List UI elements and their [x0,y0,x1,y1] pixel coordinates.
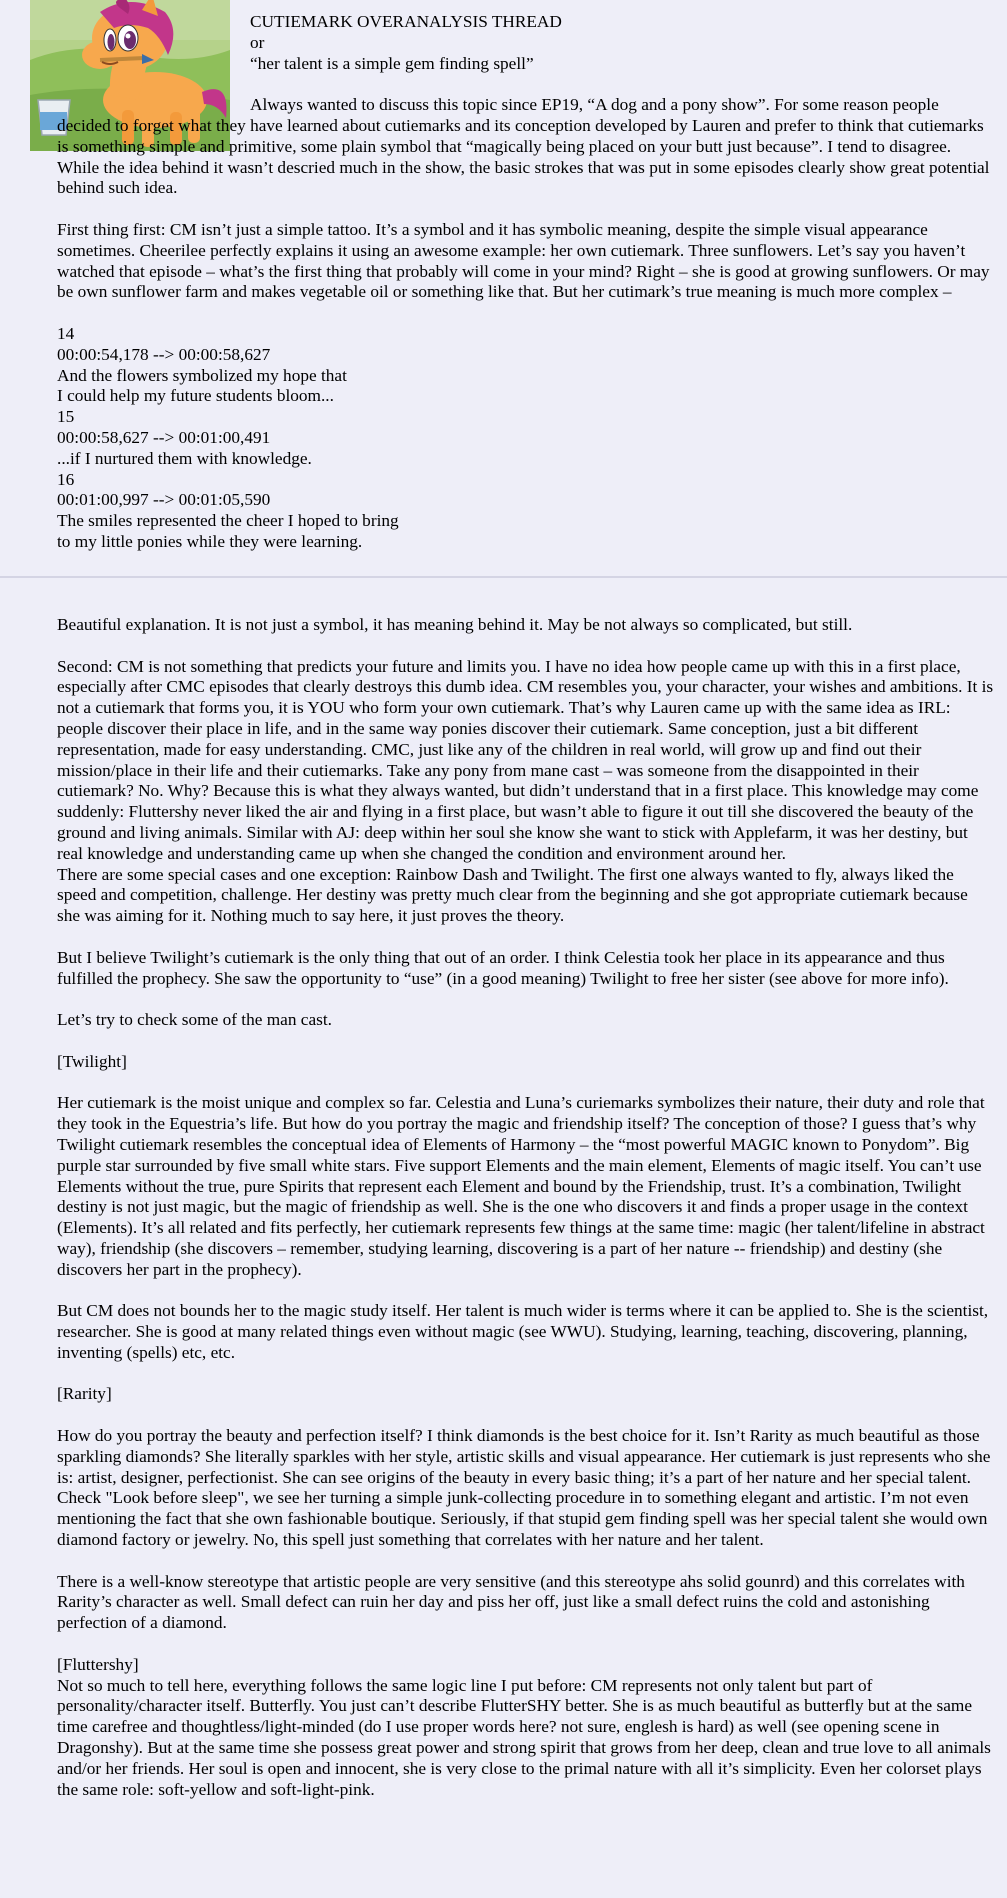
fluttershy-header: [Fluttershy] [57,1654,139,1674]
twilight-paragraph-2: But CM does not bounds her to the magic study itself. Her talent is much wider is terms where it can be applied to. She is the scientist, researcher. She is good at many related things even without magic (see WWU). Studying, learning, teaching, discovering, planning, inventing (spells) etc, etc. [57,1301,989,1362]
lets-try-paragraph: Let’s try to check some of the man cast. [57,1010,332,1030]
fluttershy-paragraph-1: Not so much to tell here, everything follows the same logic line I put before: CM represents not only talent but part of personality/character itself. Butterfly. You just can’t describe FlutterSHY better. She is as much beautiful as butterfly but at the same time carefree and thoughtless/light-minded (do I use proper words here? not sure, englesh is hard) as well (see opening scene in Dragonshy). But at the same time she possess great power and strong spirit that grows from her deep, clean and true love to all animals and/or her friends. Her soul is open and innocent, she is very close to the primal nature with all it’s simplicity. Even her colorset plays the same role: soft-yellow and soft-light-pink. [57,1675,991,1799]
second-point-paragraph: Second: CM is not something that predicts your future and limits you. I have no idea how people came up with this in a first place, especially after CMC episodes that clearly destroys this dumb idea. CM resembles you, your character, your wishes and ambitions. It is not a cutiemark that forms you, it is YOU who form your own cutiemark. That’s why Lauren came up with the same idea as IRL: people discover their place in life, and in the same way ponies discover their cutiemark. Same conception, just a bit different representation, made for easy understanding. CMC, just like any of the children in real world, will grow up and find out their mission/place in their life and their cutiemarks. Take any pony from mane cast – was someone from the disappointed in their cutiemark? No. Why? Because this is what they always wanted, but didn’t understand that in a first place. This knowledge may come suddenly: Fluttershy never liked the air and flying in a first place, but wasn’t able to figure it out till she discovered the beauty of the ground and living animals. Similar with AJ: deep within her soul she know she want to stick with Applefarm, it was her destiny, but real knowledge and understanding came up when she changed the condition and environment around her. [57,656,994,863]
subtitle-line: 14 [57,323,75,343]
subtitle-line: 00:01:00,997 --> 00:01:05,590 [57,490,271,510]
post-top-content [57,0,995,553]
intro-paragraph: Always wanted to discuss this topic since EP19, “A dog and a pony show”. For some reason people decided to forget what they have learned about cutiemarks and its conception developed by Lauren and prefer to think that cutiemarks is something simple and primitive, some plain symbol that “magically being placed on your butt just because”. I tend to disagree. While the idea behind it wasn’t descried much in the show, the basic strokes that was put in some episodes clearly show great potential behind such idea. [57,95,990,198]
subtitle-line: 16 [57,469,75,489]
twilight-paragraph-1: Her cutiemark is the moist unique and complex so far. Celestia and Luna’s curiemarks symbolizes their nature, their duty and role that they took in the Equestria’s life. But how do you portray the magic and friendship itself? The conception of those? I guess that’s why Twilight cutiemark resembles the conceptual idea of Elements of Harmony – the “most powerful MAGIC known to Ponydom”. Big purple star surrounded by five small white stars. Five support Elements and the main element, Elements of magic itself. You can’t use Elements without the true, pure Spirits that represent each Element and bound by the Friendship, trust. It’s a combination, Twilight destiny is not just magic, but the magic of friendship as well. She is the one who discovers it and finds a proper usage in the context (Elements). It’s all related and fits perfectly, her cutiemark represents few things at the same time: magic (her talent/lifeline in abstract way), friendship (she discovers – remember, studying learning, discovering is a part of her nature -- friendship) and destiny (she discovers her part in the prophecy). [57,1093,985,1279]
subtitle-line: 15 [57,407,75,427]
subtitle-line: ...if I nurtured them with knowledge. [57,448,312,468]
subtitle-line: The smiles represented the cheer I hoped to bring [57,511,399,531]
subtitle-line: to my little ponies while they were learning. [57,531,363,551]
subtitle-line: 00:00:58,627 --> 00:01:00,491 [57,427,271,447]
subtitle-line: And the flowers symbolized my hope that [57,365,347,385]
rarity-paragraph-1: How do you portray the beauty and perfection itself? I think diamonds is the best choice for it. Isn’t Rarity as much beautiful as those sparkling diamonds? She literally sparkles with her style, artistic skills and visual appearance. Her cutiemark is just represents who she is: artist, designer, perfectionist. She can see origins of the beauty in every basic thing; it’s a part of her nature and her special talent. Check "Look before sleep", we see her turning a simple junk-collecting procedure in to something elegant and artistic. I’m not even mentioning the fact that she own fashionable boutique. Seriously, if that stupid gem finding spell was her special talent she would own diamond factory or jewelry. No, this spell just something that correlates with her nature and her talent. [57,1426,991,1550]
thread-subtitle: “her talent is a simple gem finding spell” [250,53,534,73]
thread-or: or [250,32,265,52]
rarity-header: [Rarity] [57,1384,112,1404]
subtitle-line: 00:00:54,178 --> 00:00:58,627 [57,344,271,364]
twilight-intro-paragraph: But I believe Twilight’s cutiemark is the only thing that out of an order. I think Celestia took her place in its appearance and thus fulfilled the prophecy. She saw the opportunity to “use” (in a good meaning) Twilight to free her sister (see above for more info). [57,947,949,988]
post-bottom-content [57,615,995,1800]
twilight-header: [Twilight] [57,1051,127,1071]
first-point-paragraph: First thing first: CM isn’t just a simple tattoo. It’s a symbol and it has symbolic meaning, despite the simple visual appearance sometimes. Cheerilee perfectly explains it using an awesome example: her own cutiemark. Three sunflowers. Let’s say you haven’t watched that episode – what’s the first thing that probably will come in your mind? Right – she is good at growing sunflowers. Or may be own sunflower farm and makes vegetable oil or something like that. But her cutimark’s true meaning is much more complex – [57,219,990,302]
post-panel-bottom [0,578,1007,1898]
thread-header [57,0,995,74]
subtitle-line: I could help my future students bloom... [57,386,334,406]
special-cases-paragraph: There are some special cases and one exception: Rainbow Dash and Twilight. The first one always wanted to fly, always liked the speed and competition, challenge. Her destiny was pretty much clear from the beginning and she got appropriate cutiemark because she was aiming for it. Nothing much to say here, it just proves the theory. [57,864,968,926]
rarity-paragraph-2: There is a well-know stereotype that artistic people are very sensitive (and this stereotype ahs solid gounrd) and this correlates with Rarity’s character as well. Small defect can ruin her day and piss her off, just like a small defect ruins the cold and astonishing perfection of a diamond. [57,1571,965,1633]
subtitle-quote [57,324,995,553]
post-panel-top [0,0,1007,576]
thread-title: CUTIEMARK OVERANALYSIS THREAD [250,12,562,31]
beautiful-paragraph: Beautiful explanation. It is not just a symbol, it has meaning behind it. May be not always so complicated, but still. [57,615,853,634]
